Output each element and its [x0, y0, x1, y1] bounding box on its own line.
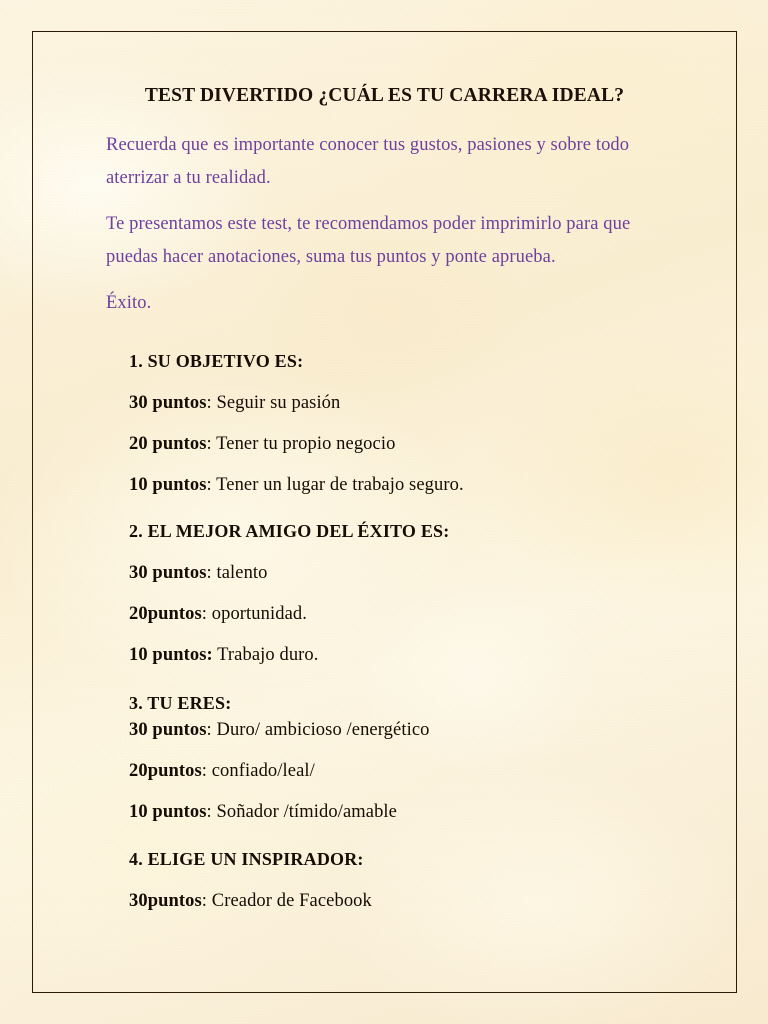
question-1-option-2: [129, 431, 669, 457]
separator: :: [201, 891, 212, 911]
answer-text: Trabajo duro.: [217, 645, 319, 665]
intro-section: [106, 129, 658, 320]
points-label: 10 puntos: [129, 802, 207, 822]
points-label: 20 puntos: [129, 434, 207, 454]
question-block-1: [129, 348, 669, 498]
question-heading-4: 4. ELIGE UN INSPIRADOR:: [129, 849, 364, 869]
intro-paragraph-3: Éxito.: [106, 293, 152, 313]
separator: :: [201, 761, 212, 781]
spacer: [129, 374, 669, 390]
spacer: [129, 586, 669, 601]
spacer: [129, 784, 669, 799]
question-block-2: [129, 518, 669, 668]
points-label: 20puntos: [129, 761, 202, 781]
separator: :: [206, 393, 217, 413]
spacer: [129, 872, 669, 888]
question-2-option-1: [129, 560, 669, 586]
points-label: 30 puntos: [129, 393, 207, 413]
separator: :: [206, 720, 217, 740]
question-1-option-1: [129, 390, 669, 416]
question-3-option-1: [129, 717, 669, 743]
points-label: 20puntos: [129, 604, 202, 624]
points-label: 30 puntos: [129, 563, 207, 583]
document-content: [32, 31, 737, 993]
separator: :: [206, 434, 217, 454]
question-1-option-3: [129, 472, 669, 498]
answer-text: Seguir su pasión: [216, 393, 341, 413]
intro-paragraph-1: Recuerda que es importante conocer tus gustos, pasiones y sobre todo aterrizar a tu realidad.: [106, 135, 630, 188]
answer-text: Duro/ ambicioso /energético: [216, 720, 430, 740]
spacer: [129, 743, 669, 758]
question-heading-1: 1. SU OBJETIVO ES:: [129, 351, 304, 371]
points-label: 10 puntos:: [129, 645, 213, 665]
separator: :: [206, 475, 217, 495]
separator: :: [206, 563, 217, 583]
intro-paragraph-2: Te presentamos este test, te recomendamos poder imprimirlo para que puedas hacer anotaciones, suma tus puntos y ponte aprueba.: [106, 214, 631, 267]
spacer: [129, 457, 669, 472]
points-label: 30puntos: [129, 891, 202, 911]
page-title: TEST DIVERTIDO ¿CUÁL ES TU CARRERA IDEAL?: [144, 85, 625, 106]
question-4-option-1: [129, 888, 669, 914]
answer-text: oportunidad.: [211, 604, 307, 624]
question-heading-2: 2. EL MEJOR AMIGO DEL ÉXITO ES:: [129, 521, 450, 541]
spacer: [129, 544, 669, 560]
points-label: 10 puntos: [129, 475, 207, 495]
answer-text: talento: [216, 563, 268, 583]
answer-text: confiado/leal/: [211, 761, 315, 781]
question-2-option-3: [129, 642, 669, 668]
question-3-option-2: [129, 758, 669, 784]
spacer: [129, 416, 669, 431]
answer-text: Tener un lugar de trabajo seguro.: [216, 475, 464, 495]
separator: :: [201, 604, 212, 624]
answer-text: Creador de Facebook: [211, 891, 372, 911]
question-block-4: [129, 846, 669, 914]
answer-text: Tener tu propio negocio: [216, 434, 396, 454]
question-2-option-2: [129, 601, 669, 627]
question-heading-3: 3. TU ERES:: [129, 693, 232, 713]
question-3-option-3: [129, 799, 669, 825]
spacer: [129, 627, 669, 642]
question-block-3: [129, 690, 669, 825]
points-label: 30 puntos: [129, 720, 207, 740]
answer-text: Soñador /tímido/amable: [216, 802, 397, 822]
separator: :: [206, 802, 217, 822]
